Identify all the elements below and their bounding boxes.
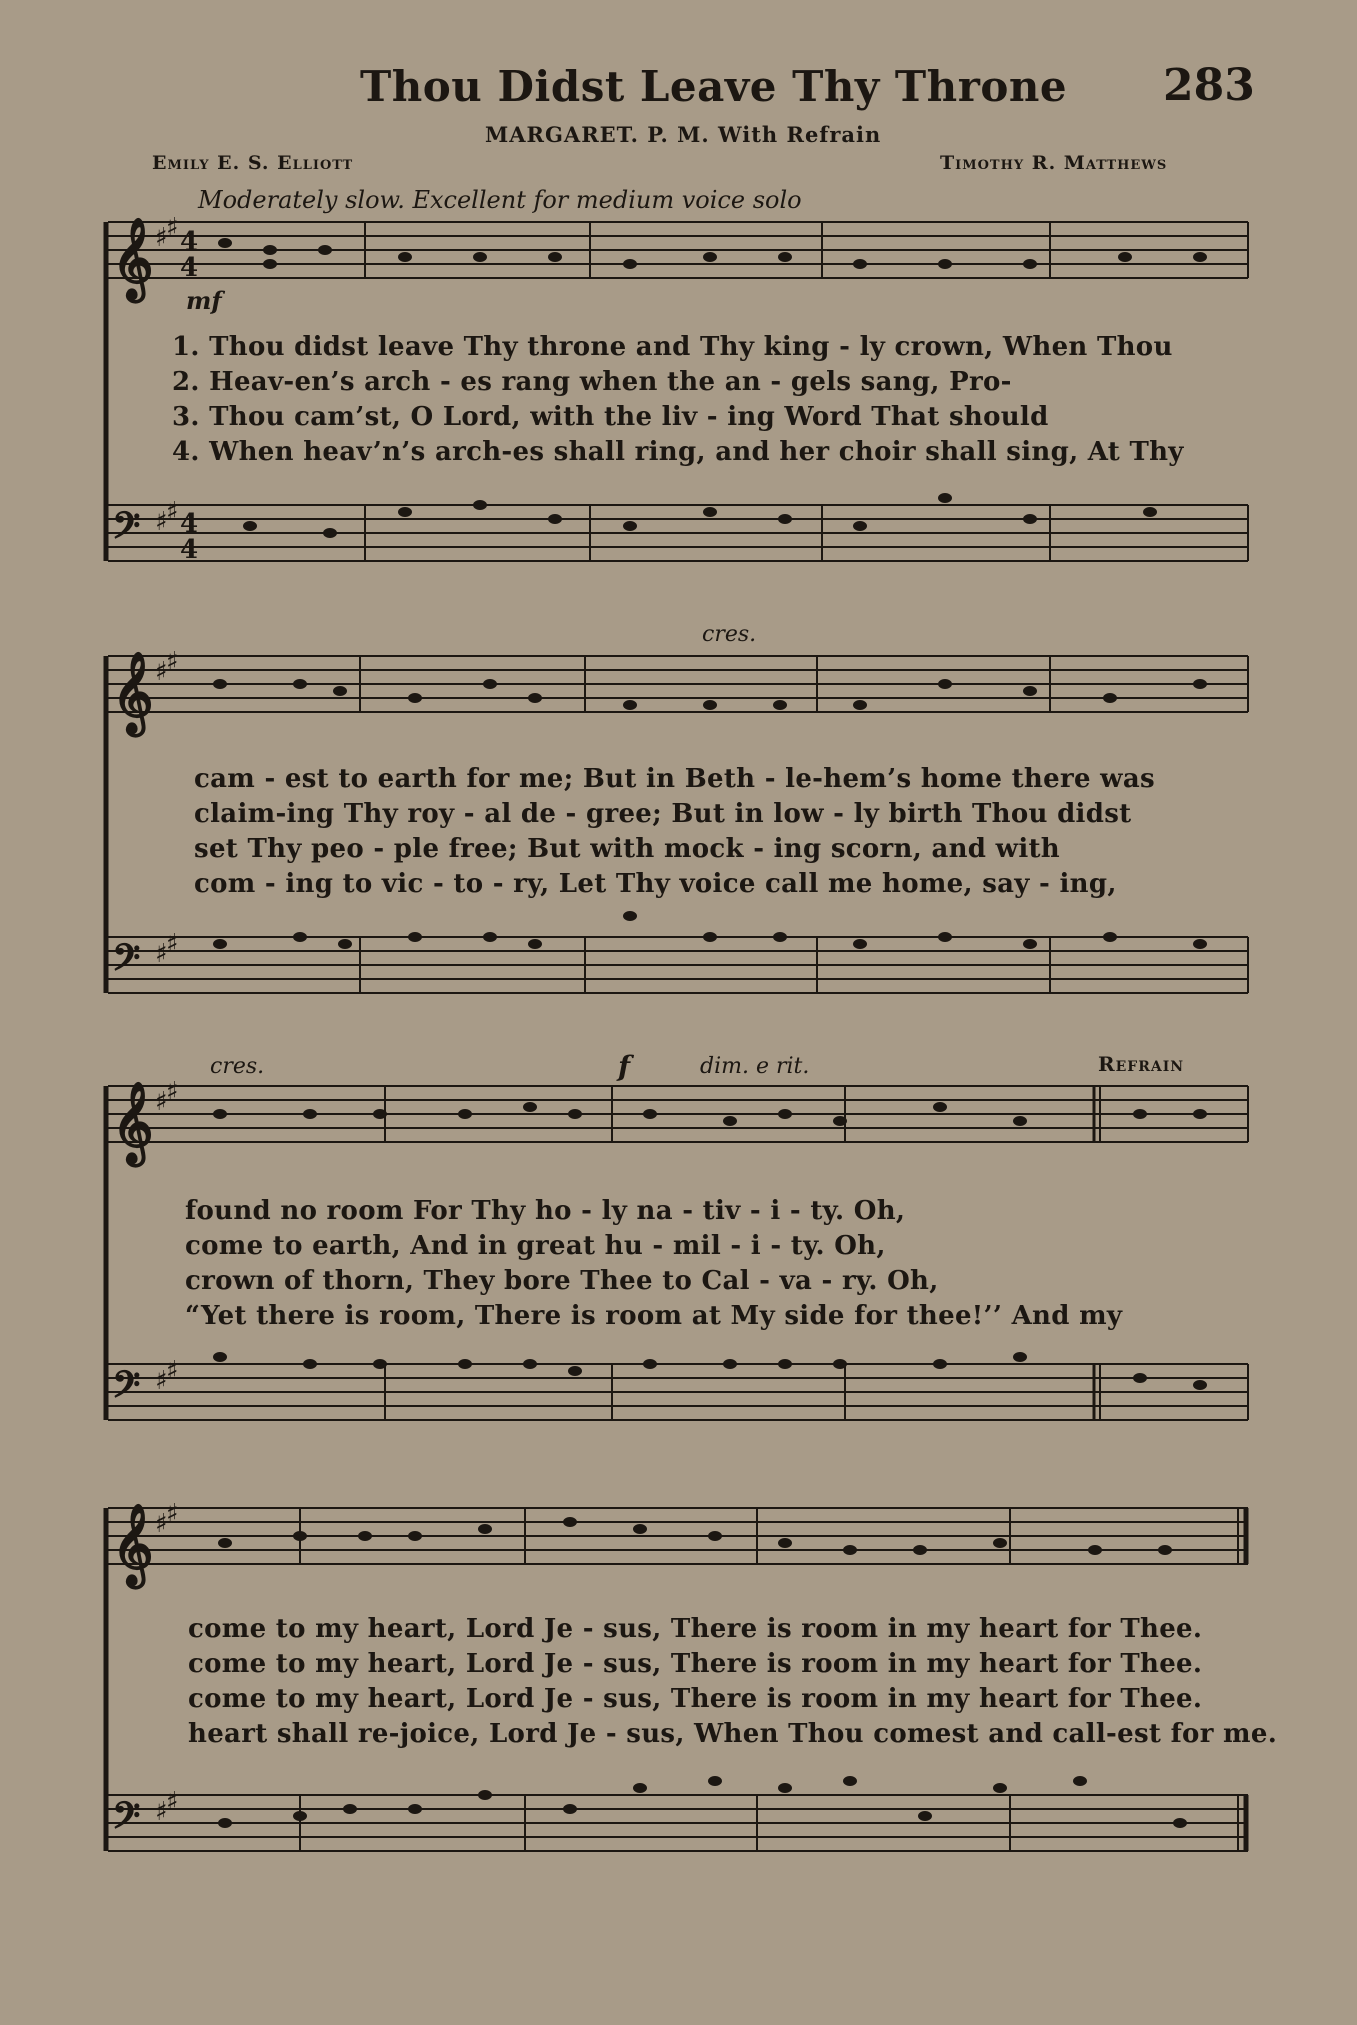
svg-text:♯: ♯ [166, 497, 179, 527]
system-1-bass-staff [108, 505, 1248, 561]
lyric-s4-v4: heart shall re-joice, Lord Je - sus, When Thou comest and call-est for me. [188, 1719, 1278, 1749]
treble-clef-icon: 𝄞 [112, 216, 154, 299]
svg-text:𝄞: 𝄞 [112, 1502, 154, 1585]
svg-text:𝄢: 𝄢 [112, 937, 141, 988]
dynamic-dim-rit: dim. e rit. [700, 1054, 810, 1079]
svg-text:♯: ♯ [166, 647, 179, 677]
lyric-s3-v1: found no room For Thy ho - ly na - tiv - i - ty. Oh, [185, 1196, 906, 1226]
svg-text:♯: ♯ [155, 939, 168, 969]
system-4-treble-staff [108, 1508, 1248, 1564]
composer: Timothy R. Matthews [940, 152, 1168, 174]
note-heads [213, 238, 1207, 1828]
dynamic-cres-1: cres. [702, 622, 757, 647]
system-3-treble-staff [108, 1086, 1248, 1142]
lyric-s4-v2: come to my heart, Lord Je - sus, There is room in my heart for Thee. [188, 1649, 1203, 1679]
svg-text:𝄢: 𝄢 [112, 1364, 141, 1415]
svg-text:♯: ♯ [166, 929, 179, 959]
system-2-bass-staff [108, 937, 1248, 993]
lyric-s2-v4: com - ing to vic - to - ry, Let Thy voice call me home, say - ing, [194, 869, 1117, 899]
tempo-marking: Moderately slow. Excellent for medium voice solo [198, 186, 802, 214]
lyric-s4-v3: come to my heart, Lord Je - sus, There is room in my heart for Thee. [188, 1684, 1203, 1714]
dynamic-mf: mf [186, 286, 222, 315]
system-1-treble-staff [108, 222, 1248, 278]
lyric-s4-v1: come to my heart, Lord Je - sus, There is room in my heart for Thee. [188, 1614, 1203, 1644]
svg-text:♯: ♯ [155, 1366, 168, 1396]
lyric-s1-v1: 1. Thou didst leave Thy throne and Thy king - ly crown, When Thou [172, 332, 1173, 362]
lyric-s2-v1: cam - est to earth for me; But in Beth - le-hem’s home there was [194, 764, 1155, 794]
svg-text:♯: ♯ [166, 213, 179, 243]
lyric-s3-v4: “Yet there is room, There is room at My side for thee!’’ And my [185, 1301, 1123, 1331]
dynamic-forte: f [618, 1050, 631, 1083]
svg-text:4: 4 [180, 509, 199, 539]
lyricist: Emily E. S. Elliott [152, 152, 354, 174]
svg-text:♯: ♯ [166, 1787, 179, 1817]
lyric-s1-v2: 2. Heav-en’s arch - es rang when the an - gels sang, Pro- [172, 367, 1012, 397]
svg-text:𝄢: 𝄢 [112, 1795, 141, 1846]
svg-text:♯: ♯ [166, 1499, 179, 1529]
system-4-bass-staff [108, 1795, 1248, 1851]
bass-clef-icon: 𝄢 [112, 505, 141, 556]
svg-text:𝄞: 𝄞 [112, 1080, 154, 1163]
svg-text:4: 4 [180, 227, 199, 257]
tune-name: MARGARET. P. M. With Refrain [485, 122, 882, 147]
svg-text:♯: ♯ [155, 507, 168, 537]
lyric-s2-v2: claim-ing Thy roy - al de - gree; But in low - ly birth Thou didst [194, 799, 1132, 829]
lyric-s3-v3: crown of thorn, They bore Thee to Cal - va - ry. Oh, [185, 1266, 939, 1296]
system-2-treble-staff [108, 656, 1248, 712]
svg-text:♯: ♯ [155, 1509, 168, 1539]
svg-text:♯: ♯ [155, 223, 168, 253]
svg-text:♯: ♯ [166, 1356, 179, 1386]
svg-text:♯: ♯ [155, 657, 168, 687]
lyric-s1-v4: 4. When heav’n’s arch-es shall ring, and her choir shall sing, At Thy [172, 437, 1184, 467]
dynamic-cres-2: cres. [210, 1054, 265, 1079]
lyric-s3-v2: come to earth, And in great hu - mil - i - ty. Oh, [185, 1231, 886, 1261]
svg-text:4: 4 [180, 535, 199, 565]
system-3-bass-staff [108, 1364, 1248, 1420]
refrain-label: Refrain [1098, 1052, 1185, 1076]
svg-text:4: 4 [180, 253, 199, 283]
svg-text:𝄞: 𝄞 [112, 650, 154, 733]
hymn-title: Thou Didst Leave Thy Throne [360, 62, 1068, 111]
lyric-s1-v3: 3. Thou cam’st, O Lord, with the liv - ing Word That should [172, 402, 1049, 432]
svg-text:♯: ♯ [155, 1087, 168, 1117]
hymn-number: 283 [1163, 60, 1255, 111]
svg-text:♯: ♯ [166, 1077, 179, 1107]
lyric-s2-v3: set Thy peo - ple free; But with mock - ing scorn, and with [194, 834, 1061, 864]
svg-text:♯: ♯ [155, 1797, 168, 1827]
